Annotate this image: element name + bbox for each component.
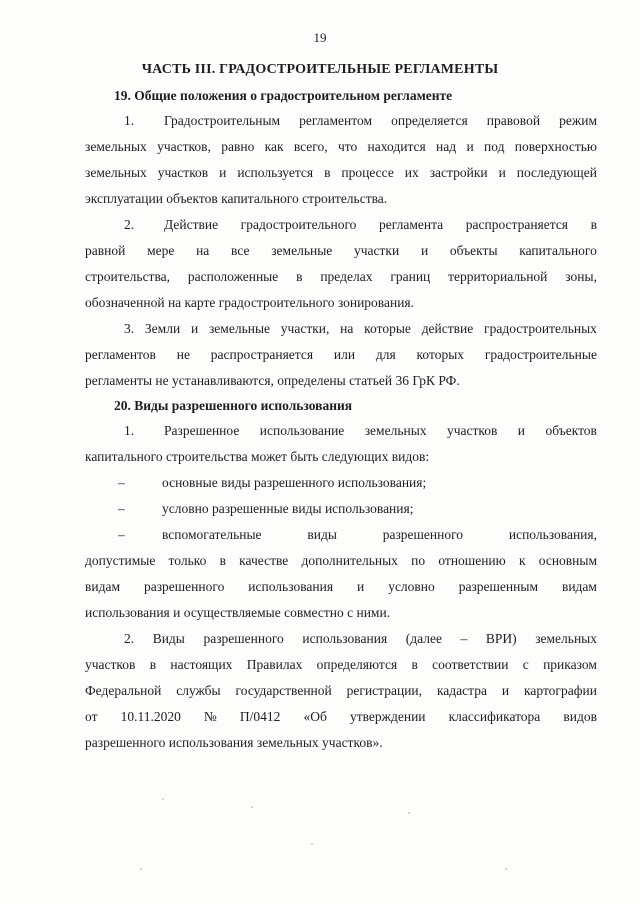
s20-p1-line-8: использования и осуществляемые совместно с ними. xyxy=(85,605,391,620)
word: мере xyxy=(147,243,175,258)
word: – xyxy=(460,631,468,646)
word: по xyxy=(411,553,426,568)
page-number: 19 xyxy=(313,30,327,45)
word: Действие xyxy=(164,217,219,232)
scan-speck xyxy=(140,868,142,870)
word: основным xyxy=(538,553,597,568)
word: только xyxy=(168,553,207,568)
word: 3. xyxy=(124,321,135,336)
section-19-title: 19. Общие положения о градостроительном регламенте xyxy=(114,88,453,103)
word: или xyxy=(333,347,356,362)
word: распространяется xyxy=(210,347,314,362)
word: над xyxy=(436,139,457,154)
word: Правилах xyxy=(246,657,303,672)
word: земельные xyxy=(271,243,333,258)
s19-p1-line-2 xyxy=(85,138,597,156)
word: приказом xyxy=(543,657,597,672)
word: и xyxy=(498,165,506,180)
word: классификатора xyxy=(448,709,541,724)
word: виды xyxy=(307,527,337,542)
scan-speck xyxy=(311,843,313,845)
word: от xyxy=(85,709,98,724)
list-dash-3: – xyxy=(118,527,125,542)
word: и xyxy=(420,243,429,258)
word: границ xyxy=(390,269,431,284)
word: участков xyxy=(446,423,498,438)
word: объекты xyxy=(449,243,498,258)
word: 10.11.2020 xyxy=(120,709,181,724)
word: для xyxy=(375,347,396,362)
word: процессе xyxy=(341,165,394,180)
word: режим xyxy=(559,113,597,128)
word: в xyxy=(296,269,303,284)
s20-p1-number: 1. xyxy=(124,423,135,438)
word: отношению xyxy=(438,553,506,568)
s20-p2-line-2 xyxy=(85,656,597,674)
word: (далее xyxy=(405,631,442,646)
word: участки xyxy=(354,243,400,258)
word: регистрации, xyxy=(346,683,423,698)
word: видам xyxy=(85,579,121,594)
word: государственной xyxy=(235,683,332,698)
s20-p2-line-1 xyxy=(124,630,597,648)
s19-p2-number: 2. xyxy=(124,217,135,232)
word: на xyxy=(196,243,210,258)
word: объектов xyxy=(545,423,597,438)
word: равно xyxy=(221,139,255,154)
s19-p3-line-2 xyxy=(85,346,597,364)
word: распространяется xyxy=(465,217,569,232)
word: расположенные xyxy=(187,269,279,284)
s19-p2-line-1 xyxy=(164,216,597,234)
word: всего, xyxy=(293,139,328,154)
word: земельных xyxy=(535,631,597,646)
part-title: ЧАСТЬ III. ГРАДОСТРОИТЕЛЬНЫЕ РЕГЛАМЕНТЫ xyxy=(141,62,499,77)
word: регламента xyxy=(379,217,444,232)
word: застройки xyxy=(429,165,488,180)
s19-p3-line-1 xyxy=(124,320,597,338)
word: с xyxy=(522,657,529,672)
word: дополнительных xyxy=(301,553,398,568)
word: что xyxy=(337,139,358,154)
word: условно xyxy=(388,579,435,594)
word: в xyxy=(149,657,157,672)
s20-p2-line-5: разрешенного использования земельных участков». xyxy=(85,735,383,750)
word: и xyxy=(357,579,365,594)
word: в xyxy=(219,553,226,568)
word: капитального xyxy=(519,243,597,258)
word: в xyxy=(590,217,597,232)
list-item-1: основные виды разрешенного использования; xyxy=(162,475,427,490)
word: земельных xyxy=(364,423,427,438)
word: зоны, xyxy=(565,269,597,284)
scan-speck xyxy=(408,812,410,814)
word: использования xyxy=(248,579,334,594)
word: кадастра xyxy=(436,683,487,698)
word: определяется xyxy=(391,113,468,128)
s19-p1-line-1 xyxy=(164,112,597,130)
word: пределах xyxy=(320,269,373,284)
word: градостроительного xyxy=(240,217,357,232)
scan-speck xyxy=(505,868,507,870)
word: их xyxy=(404,165,419,180)
s20-p1-line-1 xyxy=(164,422,597,440)
word: видов xyxy=(563,709,597,724)
word: видам xyxy=(561,579,597,594)
word: Федеральной xyxy=(85,683,162,698)
word: в xyxy=(411,657,418,672)
word: и xyxy=(466,139,474,154)
s19-p3-line-3: регламенты не устанавливаются, определены статьей 36 ГрК РФ. xyxy=(85,373,460,388)
word: как xyxy=(264,139,284,154)
word: земельные xyxy=(208,321,271,336)
word: определяются xyxy=(316,657,398,672)
word: не xyxy=(176,347,190,362)
list-dash-1: – xyxy=(118,475,125,490)
word: службы xyxy=(176,683,221,698)
word: градостроительных xyxy=(484,321,597,336)
s19-p1-line-4: эксплуатации объектов капитального строительства. xyxy=(85,191,388,206)
s19-p1-line-3 xyxy=(85,164,597,182)
word: № xyxy=(203,709,217,724)
word: разрешенного xyxy=(382,527,464,542)
word: Разрешенное xyxy=(164,423,240,438)
word: и xyxy=(501,683,510,698)
list-dash-2: – xyxy=(118,501,125,516)
word: участков xyxy=(157,165,209,180)
s20-p2-line-3 xyxy=(85,682,597,700)
word: «Об xyxy=(303,709,327,724)
word: градостроительные xyxy=(484,347,597,362)
word: и xyxy=(517,423,526,438)
word: используется xyxy=(237,165,314,180)
word: настоящих xyxy=(170,657,233,672)
word: утверждении xyxy=(349,709,426,724)
s20-p1-line-2: капитального строительства может быть следующих видов: xyxy=(85,449,430,464)
word: 2. xyxy=(124,631,135,646)
word: регламентом xyxy=(299,113,372,128)
word: поверхностью xyxy=(514,139,597,154)
word: земельных xyxy=(85,165,147,180)
word: земельных xyxy=(85,139,147,154)
word: Градостроительным xyxy=(164,113,281,128)
word: к xyxy=(518,553,526,568)
word: участков xyxy=(85,657,136,672)
list-item-2: условно разрешенные виды использования; xyxy=(162,501,414,516)
word: равной xyxy=(85,243,126,258)
word: в xyxy=(324,165,331,180)
word: все xyxy=(231,243,250,258)
word: и xyxy=(190,321,199,336)
scan-speck xyxy=(251,806,253,808)
s20-p2-line-4 xyxy=(85,708,597,726)
word: качестве xyxy=(239,553,289,568)
word: которых xyxy=(416,347,465,362)
word: территориальной xyxy=(448,269,548,284)
word: строительства, xyxy=(85,269,171,284)
word: участков, xyxy=(157,139,211,154)
word: участки, xyxy=(280,321,330,336)
word: Земли xyxy=(144,321,181,336)
word: находится xyxy=(367,139,426,154)
word: правовой xyxy=(486,113,541,128)
word: и xyxy=(219,165,227,180)
word: действие xyxy=(421,321,474,336)
word: последующей xyxy=(516,165,597,180)
s19-p2-line-2 xyxy=(85,242,597,260)
s19-p2-line-3 xyxy=(85,268,597,286)
word: использования xyxy=(302,631,388,646)
word: ВРИ) xyxy=(485,631,517,646)
word: разрешенного xyxy=(203,631,284,646)
word: соответствии xyxy=(432,657,509,672)
word: П/0412 xyxy=(239,709,281,724)
word: под xyxy=(483,139,505,154)
scan-speck xyxy=(162,798,164,800)
word: разрешенного xyxy=(143,579,225,594)
s20-p1-line-7 xyxy=(85,578,597,596)
word: картографии xyxy=(524,683,597,698)
word: которые xyxy=(364,321,411,336)
s20-p1-line-6 xyxy=(85,552,597,570)
word: регламентов xyxy=(85,347,156,362)
s19-p1-number: 1. xyxy=(124,113,135,128)
word: использование xyxy=(259,423,345,438)
list-item-3 xyxy=(162,526,597,544)
word: Виды xyxy=(152,631,185,646)
word: использования, xyxy=(508,527,597,542)
word: вспомогательные xyxy=(162,527,262,542)
section-20-title: 20. Виды разрешенного использования xyxy=(114,398,353,413)
word: разрешенным xyxy=(458,579,538,594)
s19-p2-line-4: обозначенной на карте градостроительного зонирования. xyxy=(85,295,415,310)
word: допустимые xyxy=(85,553,156,568)
word: на xyxy=(340,321,354,336)
